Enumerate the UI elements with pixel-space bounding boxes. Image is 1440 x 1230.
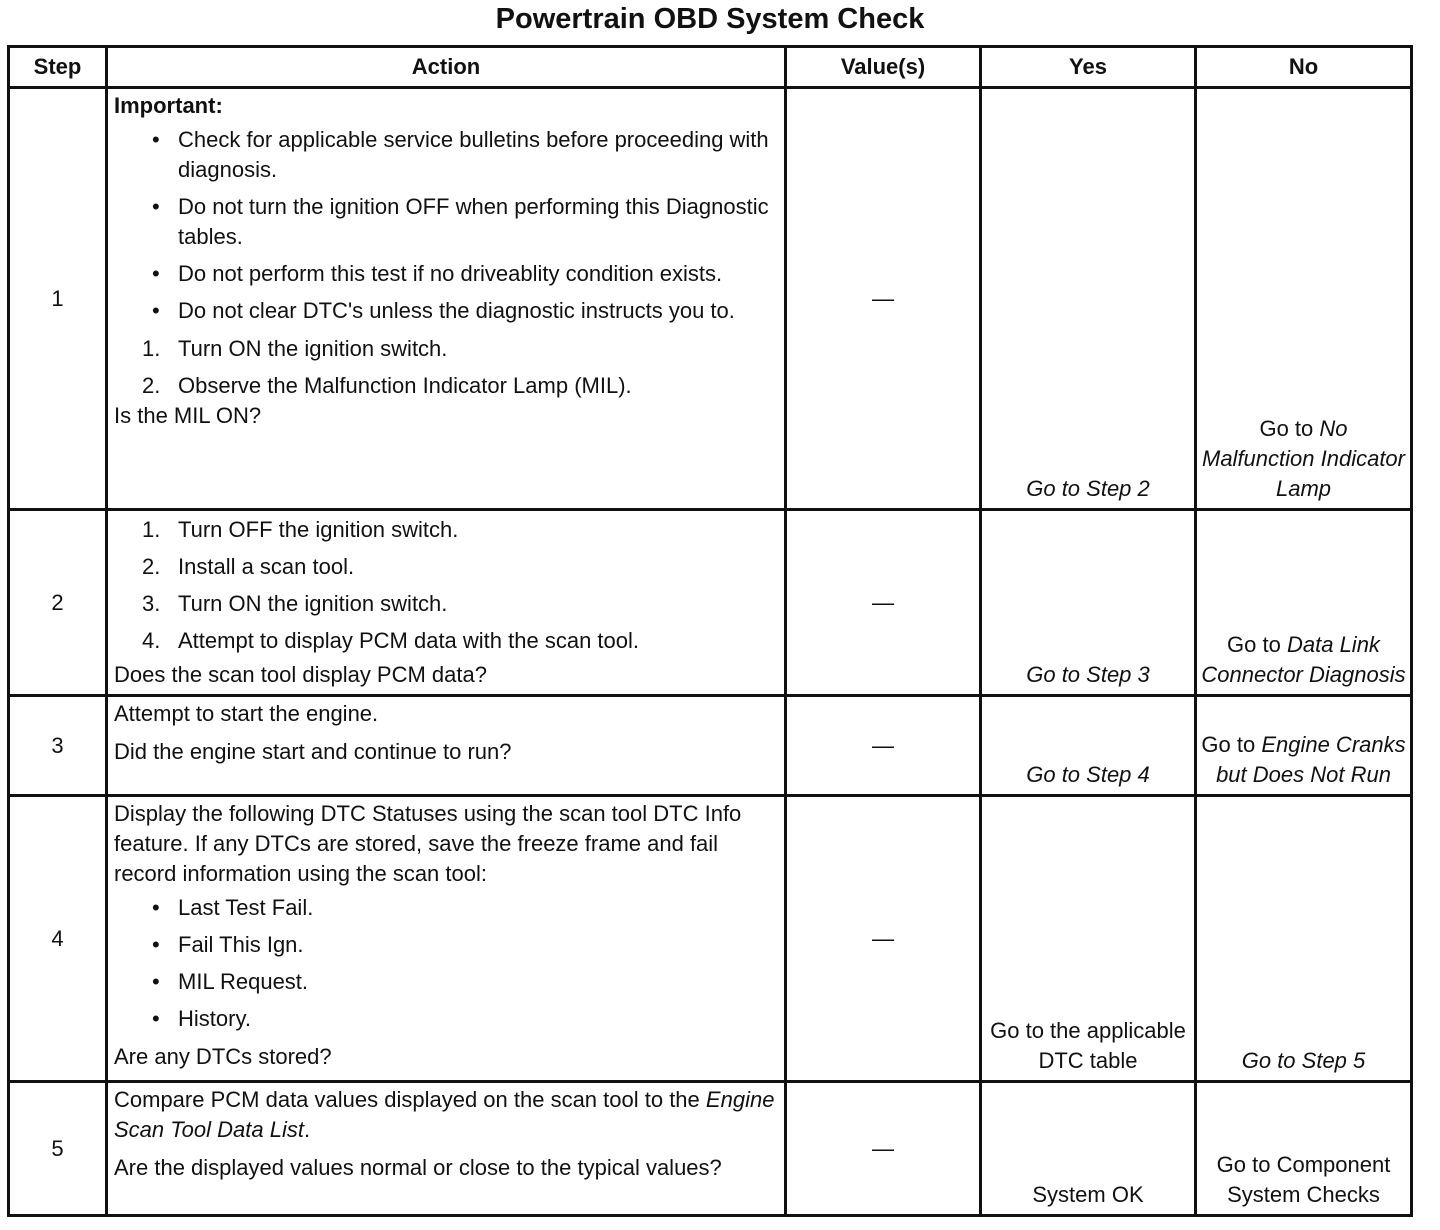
header-values: Value(s) xyxy=(786,47,981,88)
list-item: • MIL Request. xyxy=(114,967,778,997)
question: Are any DTCs stored? xyxy=(114,1044,332,1069)
header-step: Step xyxy=(9,47,107,88)
list-item xyxy=(114,626,778,656)
procedure-list xyxy=(114,334,778,401)
intro-suffix: . xyxy=(303,1117,311,1142)
step-number: 4 xyxy=(9,796,107,1082)
list-item xyxy=(114,552,778,582)
action-text: Display the following DTC Statuses using the scan tool DTC Info feature. If any DTCs are stored, save the freeze frame and fail record information using the scan tool: xyxy=(114,801,742,886)
list-item xyxy=(114,334,778,364)
yes-cell xyxy=(981,696,1196,796)
item-number: 1. xyxy=(142,517,161,542)
value-cell: — xyxy=(786,1082,981,1216)
question: Is the MIL ON? xyxy=(114,403,262,428)
list-item: • Last Test Fail. xyxy=(114,893,778,923)
action-cell xyxy=(107,796,786,1082)
item-number: 3. xyxy=(142,591,161,616)
no-prefix: Go to xyxy=(1227,632,1281,657)
action-cell xyxy=(107,510,786,696)
list-item: • Fail This Ign. xyxy=(114,930,778,960)
table-row-step-2 xyxy=(9,510,1412,696)
yes-cell xyxy=(981,510,1196,696)
item-text: Attempt to display PCM data with the scan tool. xyxy=(178,628,640,653)
list-item: • History. xyxy=(114,1004,778,1034)
step-number: 1 xyxy=(9,88,107,510)
no-cell xyxy=(1196,1082,1412,1216)
value-cell: — xyxy=(786,510,981,696)
action-text xyxy=(114,1085,778,1145)
step-number: 3 xyxy=(9,696,107,796)
no-cell xyxy=(1196,510,1412,696)
no-prefix: Go to xyxy=(1201,732,1256,757)
no-link[interactable]: Engine Cranks but Does Not Run xyxy=(1216,732,1406,787)
no-link[interactable]: Data Link Connector Diagnosis xyxy=(1201,632,1406,687)
yes-link[interactable]: Go to Step 4 xyxy=(1026,762,1150,787)
item-number: 4. xyxy=(142,628,161,653)
table-row-step-1 xyxy=(9,88,1412,510)
page-title: Powertrain OBD System Check xyxy=(495,3,925,35)
list-item: • Do not perform this test if no driveablity condition exists. xyxy=(114,259,778,289)
item-text: Observe the Malfunction Indicator Lamp (MIL). xyxy=(178,373,632,398)
important-label: Important: xyxy=(114,93,223,118)
no-text[interactable]: Go to Component System Checks xyxy=(1216,1152,1391,1207)
list-item: • Do not clear DTC's unless the diagnostic instructs you to. xyxy=(114,296,778,326)
yes-cell xyxy=(981,796,1196,1082)
action-text: Attempt to start the engine. xyxy=(114,701,379,726)
header-yes: Yes xyxy=(981,47,1196,88)
table-row-step-5 xyxy=(9,1082,1412,1216)
status-list xyxy=(114,893,778,1034)
action-cell xyxy=(107,88,786,510)
no-prefix: Go to xyxy=(1259,416,1314,441)
intro-prefix: Compare PCM data values displayed on the scan tool to the xyxy=(114,1087,700,1112)
item-number: 1. xyxy=(142,336,161,361)
header-row xyxy=(9,47,1412,88)
header-no: No xyxy=(1196,47,1412,88)
question: Did the engine start and continue to run? xyxy=(114,739,512,764)
important-list xyxy=(114,125,778,326)
list-item xyxy=(114,371,778,401)
no-cell xyxy=(1196,88,1412,510)
question: Does the scan tool display PCM data? xyxy=(114,662,487,687)
data-list-link[interactable]: Engine Scan Tool Data List xyxy=(114,1087,775,1142)
action-cell xyxy=(107,696,786,796)
yes-text[interactable]: Go to the applicable DTC table xyxy=(990,1018,1186,1073)
table-row-step-4 xyxy=(9,796,1412,1082)
yes-cell xyxy=(981,88,1196,510)
item-text: Install a scan tool. xyxy=(178,554,355,579)
question: Are the displayed values normal or close to the typical values? xyxy=(114,1155,722,1180)
action-cell xyxy=(107,1082,786,1216)
item-text: Turn OFF the ignition switch. xyxy=(178,517,459,542)
header-action: Action xyxy=(107,47,786,88)
procedure-list xyxy=(114,515,778,656)
no-link[interactable]: Go to Step 5 xyxy=(1241,1048,1366,1073)
value-cell: — xyxy=(786,796,981,1082)
list-item xyxy=(114,589,778,619)
yes-link[interactable]: Go to Step 2 xyxy=(1026,476,1150,501)
step-number: 2 xyxy=(9,510,107,696)
table-row-step-3 xyxy=(9,696,1412,796)
yes-cell xyxy=(981,1082,1196,1216)
yes-text[interactable]: System OK xyxy=(1032,1182,1144,1207)
item-number: 2. xyxy=(142,554,161,579)
list-item: • Do not turn the ignition OFF when performing this Diagnostic tables. xyxy=(114,192,778,252)
no-cell xyxy=(1196,696,1412,796)
item-text: Turn ON the ignition switch. xyxy=(178,591,448,616)
item-text: Turn ON the ignition switch. xyxy=(178,336,448,361)
no-link[interactable]: No Malfunction Indicator Lamp xyxy=(1202,416,1405,501)
step-number: 5 xyxy=(9,1082,107,1216)
no-cell xyxy=(1196,796,1412,1082)
value-cell: — xyxy=(786,696,981,796)
item-number: 2. xyxy=(142,373,161,398)
value-cell: — xyxy=(786,88,981,510)
yes-link[interactable]: Go to Step 3 xyxy=(1026,662,1150,687)
list-item xyxy=(114,515,778,545)
list-item: • Check for applicable service bulletins before proceeding with diagnosis. xyxy=(114,125,778,185)
diagnostic-table xyxy=(7,45,1413,1217)
